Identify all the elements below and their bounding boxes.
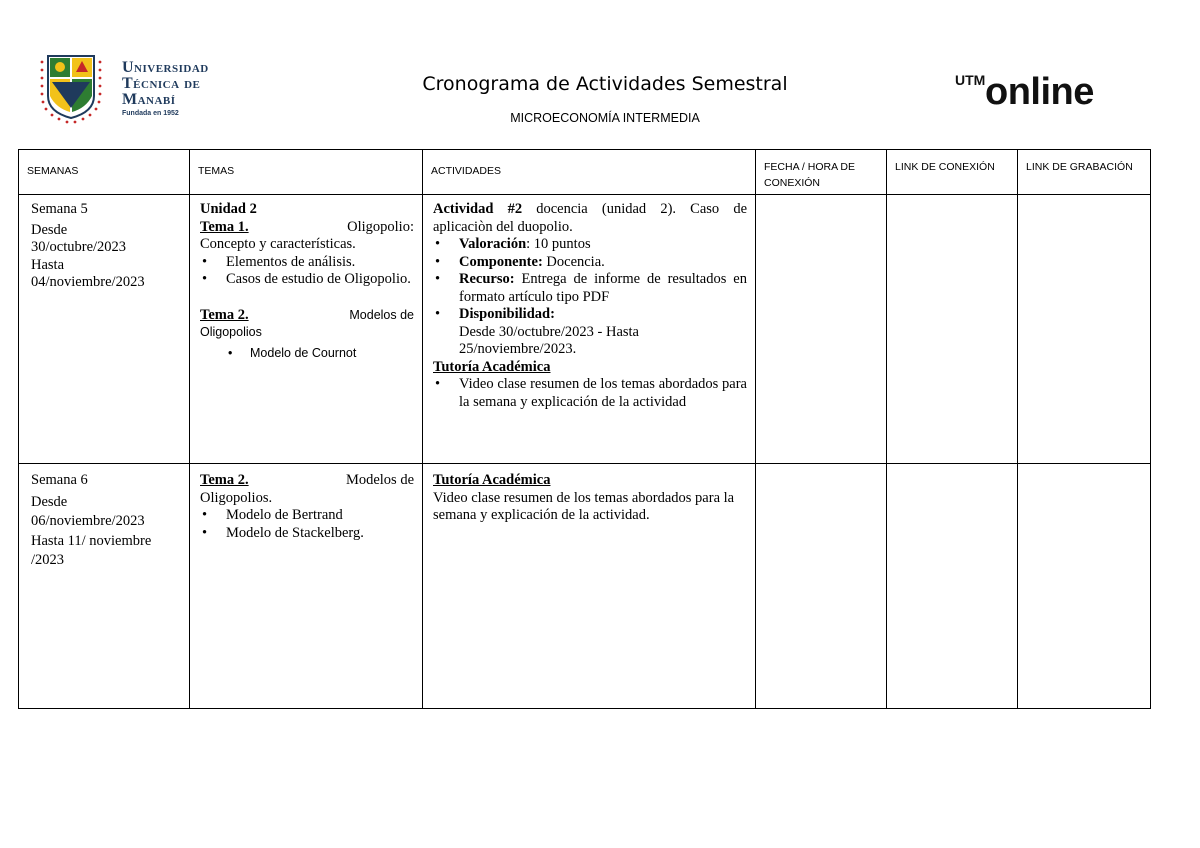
semana-label: Semana 5 — [31, 201, 88, 217]
university-name-line: Técnica de — [122, 75, 201, 92]
university-name-line: Manabí — [122, 91, 176, 108]
tutoria-heading: Tutoría Académica — [433, 472, 551, 488]
cell-link-grabacion[interactable] — [1018, 195, 1151, 464]
disponibilidad-line: 25/noviembre/2023. — [459, 341, 577, 357]
cell-temas — [190, 464, 423, 709]
cell-link-grabacion[interactable] — [1018, 464, 1151, 709]
column-header-temas: TEMAS — [190, 150, 423, 195]
tema-label: Tema 2. — [200, 472, 249, 488]
semana-line: 06/noviembre/2023 — [31, 513, 145, 529]
list-item: • Video clase resumen de los temas abordados para la semana y explicación de la actividad — [433, 376, 747, 411]
semana-line: Hasta — [31, 256, 65, 273]
tema-list — [200, 507, 414, 542]
table-header-row — [19, 150, 1151, 195]
actividad-text: docencia (unidad 2). Caso de aplicaciòn del duopolio. — [433, 201, 747, 235]
tema-title: Oligopolio: — [347, 218, 414, 235]
actividad-lead — [433, 201, 747, 236]
semana-line: 04/noviembre/2023 — [31, 274, 145, 290]
tutoria-text: Video clase resumen de los temas abordados para la semana y explicación de la actividad. — [433, 489, 735, 523]
utm-logo-small: UTM — [955, 72, 986, 88]
list-item: • Elementos de análisis. — [200, 254, 414, 272]
university-founded: Fundada en 1952 — [122, 110, 179, 117]
tema-list — [200, 345, 414, 363]
utm-logo-online: online — [985, 71, 1094, 113]
cell-link-conexion[interactable] — [887, 195, 1018, 464]
list-item: • Valoración: 10 puntos — [433, 236, 747, 254]
tema-label: Tema 1. — [200, 218, 249, 235]
cell-semana — [19, 195, 190, 464]
unidad-label: Unidad 2 — [200, 201, 257, 217]
tema-label: Tema 2. — [200, 306, 249, 323]
tema-title: Oligopolios — [200, 325, 262, 339]
disponibilidad-line: Desde 30/octubre/2023 - Hasta — [459, 323, 639, 340]
schedule-table — [18, 149, 1151, 709]
semana-line: /2023 — [31, 552, 65, 568]
actividad-list — [433, 236, 747, 324]
column-header-link-grabacion: LINK DE GRABACIÓN — [1018, 150, 1151, 195]
university-name-line: Universidad — [122, 59, 209, 76]
tutoria-list — [433, 376, 747, 411]
list-item: • Componente: Docencia. — [433, 254, 747, 272]
cell-semana — [19, 464, 190, 709]
cell-actividades — [423, 195, 756, 464]
list-item: • Recurso: Entrega de informe de resultados en formato artículo tipo PDF — [433, 271, 747, 306]
list-item: • Disponibilidad: — [433, 306, 747, 324]
column-header-semanas: SEMANAS — [19, 150, 190, 195]
table-row — [19, 195, 1151, 464]
tema-title: Modelos de — [349, 307, 414, 322]
actividad-title: Actividad #2 — [433, 201, 523, 217]
tema-title: Concepto y características. — [200, 236, 356, 252]
semana-line: Desde — [31, 493, 68, 510]
list-item: • Casos de estudio de Oligopolio. — [200, 271, 414, 289]
tema-heading — [200, 307, 414, 325]
document-title: Cronograma de Actividades Semestral — [422, 73, 788, 95]
cell-fecha — [756, 464, 887, 709]
semana-line: Desde — [31, 221, 68, 238]
semana-line: Hasta 11/ noviembre — [31, 532, 152, 549]
list-item: • Modelo de Stackelberg. — [200, 525, 414, 543]
column-header-actividades: ACTIVIDADES — [423, 150, 756, 195]
tema-heading — [200, 472, 414, 490]
table-row — [19, 464, 1151, 709]
list-item: • Modelo de Bertrand — [200, 507, 414, 525]
list-item: • Modelo de Cournot — [200, 345, 414, 363]
tema-title: Modelos de — [345, 472, 414, 488]
document-subtitle: MICROECONOMÍA INTERMEDIA — [510, 111, 700, 125]
semana-line: 30/octubre/2023 — [31, 239, 127, 255]
tema-list — [200, 254, 414, 289]
cell-fecha — [756, 195, 887, 464]
cell-link-conexion[interactable] — [887, 464, 1018, 709]
cell-temas — [190, 195, 423, 464]
cell-actividades — [423, 464, 756, 709]
tutoria-heading: Tutoría Académica — [433, 358, 551, 375]
column-header-fecha: FECHA / HORA DE CONEXIÓN — [756, 150, 887, 195]
column-header-link-conexion: LINK DE CONEXIÓN — [887, 150, 1018, 195]
tema-title: Oligopolios. — [200, 489, 273, 506]
semana-label: Semana 6 — [31, 472, 88, 488]
tema-heading — [200, 219, 414, 237]
